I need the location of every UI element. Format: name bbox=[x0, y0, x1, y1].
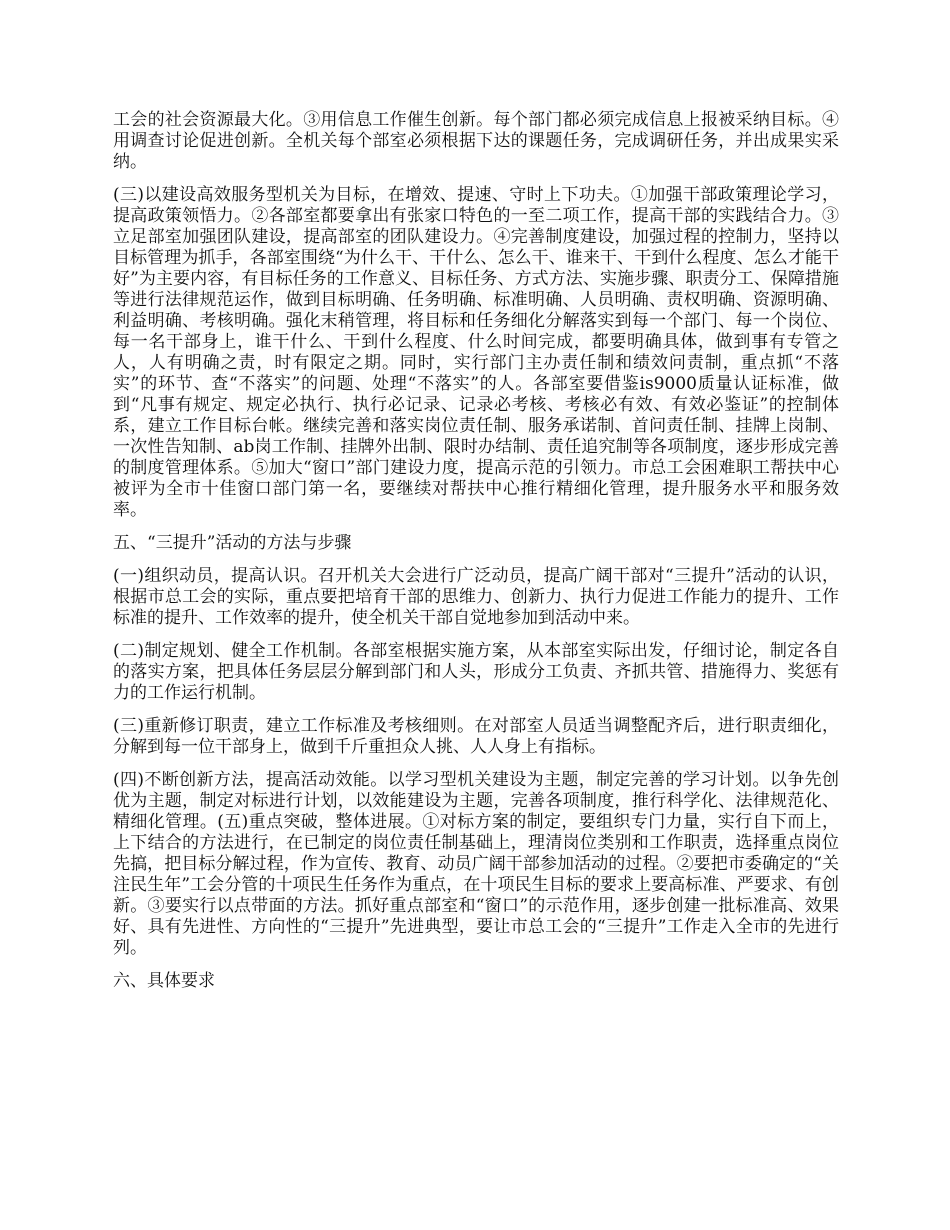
paragraph-innovation-methods: (四)不断创新方法，提高活动效能。以学习型机关建设为主题，制定完善的学习计划。以争先创优为主题，制定对标进行计划，以效能建设为主题，完善各项制度，推行科学化、法律规范化、精细化管理。(五)重点突破，整体进展。①对标方案的制定，要组织专门力量，实行自下而上，上下结合的方法进行，在已制定的岗位责任制基础上，理清岗位类别和工作职责，选择重点岗位先搞，把目标分解过程，作为宣传、教育、动员广阔干部参加活动的过程。②要把市委确定的“关注民生年”工会分管的十项民生任务作为重点，在十项民生目标的要求上要高标准、严要求、有创新。③要实行以点带面的方法。抓好重点部室和“窗口”的示范作用，逐步创建一批标准高、效果好、具有先进性、方向性的“三提升”先进典型，要让市总工会的“三提升”工作走入全市的先进行列。 bbox=[113, 770, 839, 958]
document-page bbox=[113, 110, 839, 1004]
section-heading-requirements: 六、具体要求 bbox=[113, 971, 215, 991]
paragraph-service-organ: (三)以建设高效服务型机关为目标，在增效、提速、守时上下功夫。①加强干部政策理论学习，提高政策领悟力。②各部室都要拿出有张家口特色的一至二项工作，提高干部的实践结合力。③立足部室加强团队建设，提高部室的团队建设力。④完善制度建设，加强过程的控制力，坚持以目标管理为抓手，各部室围绕“为什么干、干什么、怎么干、谁来干、干到什么程度、怎么才能干好”为主要内容，有目标任务的工作意义、目标任务、方式方法、实施步骤、职责分工、保障措施等进行法律规范运作，做到目标明确、任务明确、标准明确、人员明确、责权明确、资源明确、利益明确、考核明确。强化末稍管理，将目标和任务细化分解落实到每一个部门、每一个岗位、每一名干部身上，谁干什么、干到什么程度、什么时间完成，都要明确具体，做到事有专管之人，人有明确之责，时有限定之期。同时，实行部门主办责任制和绩效问责制，重点抓“不落实”的环节、查“不落实”的问题、处理“不落实”的人。各部室要借鉴is9000质量认证标准，做到“凡事有规定、规定必执行、执行必记录、记录必考核、考核必有效、有效必鉴证”的控制体系，建立工作目标台帐。继续完善和落实岗位责任制、服务承诺制、首问责任制、挂牌上岗制、一次性告知制、ab岗工作制、挂牌外出制、限时办结制、责任追究制等各项制度，逐步形成完善的制度管理体系。⑤加大“窗口”部门建设力度，提高示范的引领力。市总工会困难职工帮扶中心被评为全市十佳窗口部门第一名，要继续对帮扶中心推行精细化管理，提升服务水平和服务效率。 bbox=[113, 185, 839, 520]
paragraph-planning: (二)制定规划、健全工作机制。各部室根据实施方案，从本部室实际出发，仔细讨论，制定各自的落实方案，把具体任务层层分解到部门和人头，形成分工负责、齐抓共管、措施得力、奖惩有力的工作运行机制。 bbox=[113, 641, 839, 703]
paragraph-duties: (三)重新修订职责，建立工作标准及考核细则。在对部室人员适当调整配齐后，进行职责细化，分解到每一位干部身上，做到千斤重担众人挑、人人身上有指标。 bbox=[113, 716, 839, 757]
paragraph-info-innovation: 工会的社会资源最大化。③用信息工作催生创新。每个部门都必须完成信息上报被采纳目标。④用调查讨论促进创新。全机关每个部室必须根据下达的课题任务，完成调研任务，并出成果实采纳。 bbox=[113, 110, 839, 172]
section-heading-methods: 五、“三提升”活动的方法与步骤 bbox=[113, 533, 352, 553]
paragraph-mobilization: (一)组织动员，提高认识。召开机关大会进行广泛动员，提高广阔干部对“三提升”活动的认识，根据市总工会的实际，重点要把培育干部的思维力、创新力、执行力促进工作能力的提升、工作标准的提升、工作效率的提升，使全机关干部自觉地参加到活动中来。 bbox=[113, 566, 839, 628]
